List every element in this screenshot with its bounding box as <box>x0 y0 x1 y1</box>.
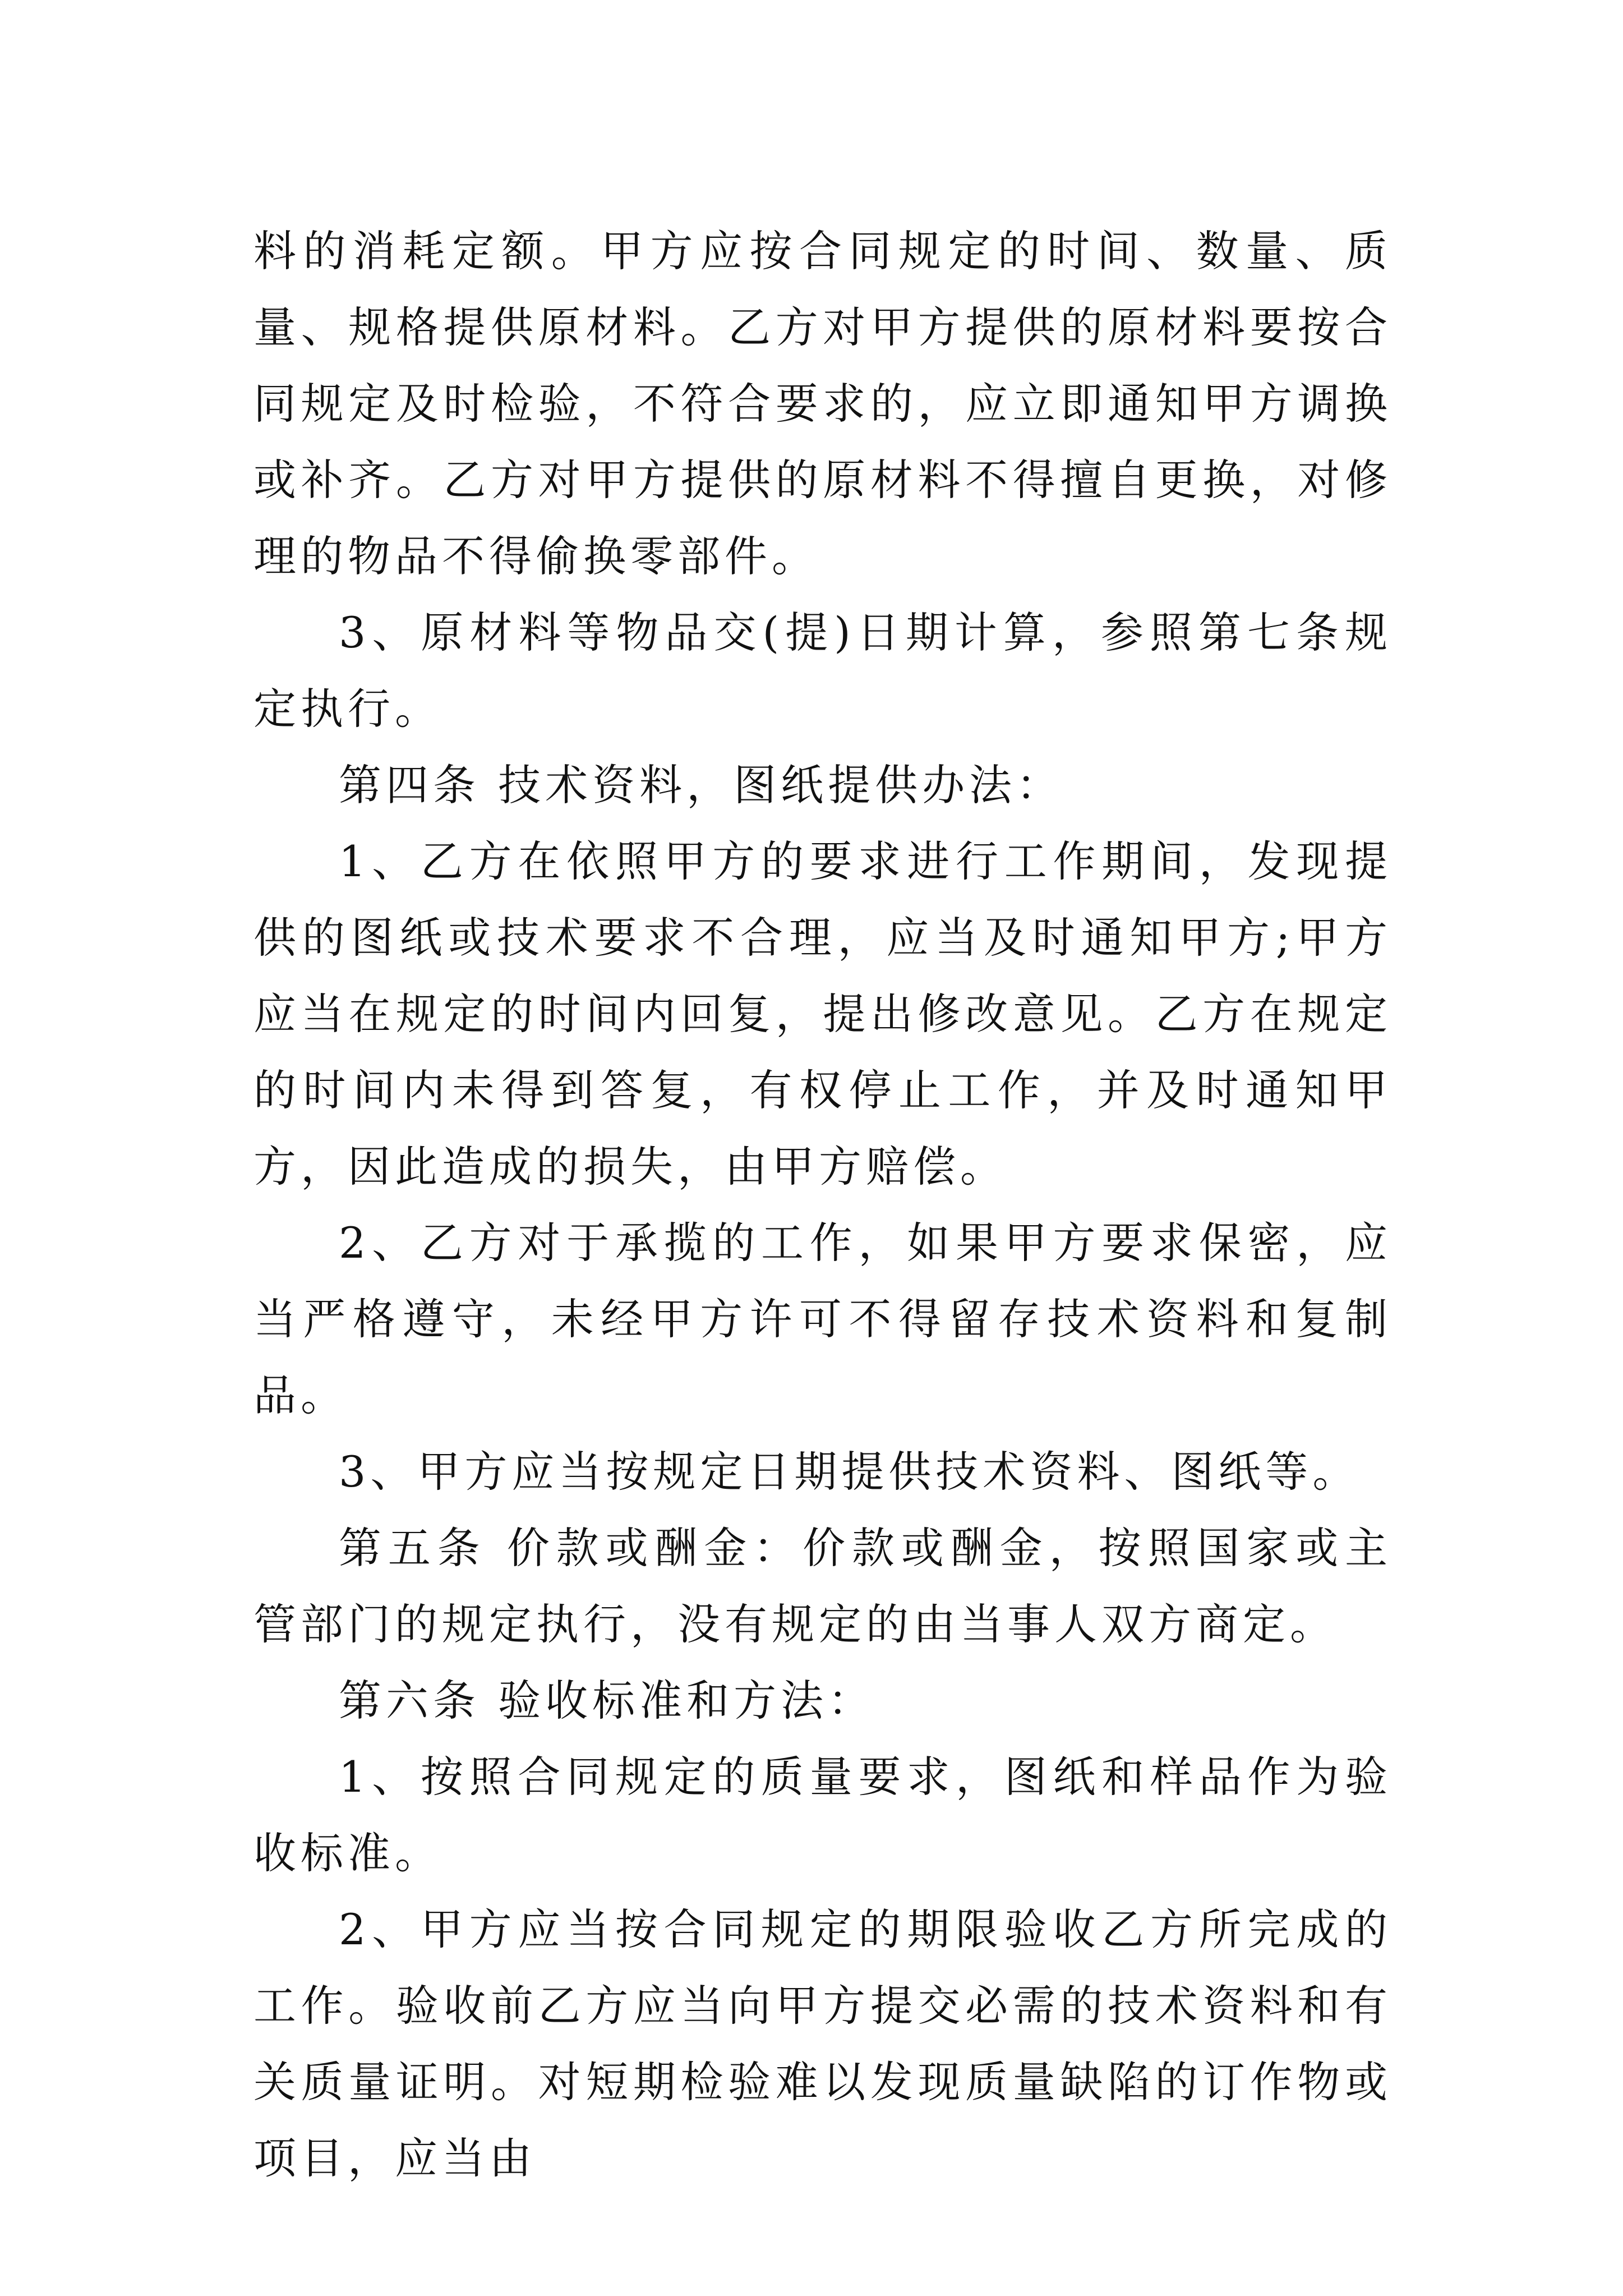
section-heading-4: 第四条 技术资料，图纸提供办法： <box>339 760 1064 810</box>
paragraph-4-2: 2、乙方对于承揽的工作，如果甲方要求保密，应当严格遵守，未经甲方许可不得留存技术资料和复制品。 <box>253 1218 1392 1420</box>
section-heading-5: 第五条 价款或酬金：价款或酬金，按照国家或主管部门的规定执行，没有规定的由当事人双方商定。 <box>253 1523 1392 1649</box>
section-heading-6: 第六条 验收标准和方法： <box>339 1676 875 1726</box>
document-body <box>253 213 1392 2197</box>
paragraph-4-3: 3、甲方应当按规定日期提供技术资料、图纸等。 <box>339 1447 1360 1497</box>
paragraph-1: 料的消耗定额。甲方应按合同规定的时间、数量、质量、规格提供原材料。乙方对甲方提供的原材料要按合同规定及时检验，不符合要求的，应立即通知甲方调换或补齐。乙方对甲方提供的原材料不得擅自更换，对修理的物品不得偷换零部件。 <box>253 226 1392 581</box>
paragraph-6-1: 1、按照合同规定的质量要求，图纸和样品作为验收标准。 <box>253 1752 1392 1878</box>
paragraph-2: 3、原材料等物品交(提)日期计算，参照第七条规定执行。 <box>253 608 1392 734</box>
paragraph-6-2: 2、甲方应当按合同规定的期限验收乙方所完成的工作。验收前乙方应当向甲方提交必需的技术资料和有关质量证明。对短期检验难以发现质量缺陷的订作物或项目，应当由 <box>253 1904 1392 2183</box>
paragraph-4-1: 1、乙方在依照甲方的要求进行工作期间，发现提供的图纸或技术要求不合理，应当及时通知甲方;甲方应当在规定的时间内回复，提出修改意见。乙方在规定的时间内未得到答复，有权停止工作，并及时通知甲方，因此造成的损失，由甲方赔偿。 <box>253 836 1392 1191</box>
